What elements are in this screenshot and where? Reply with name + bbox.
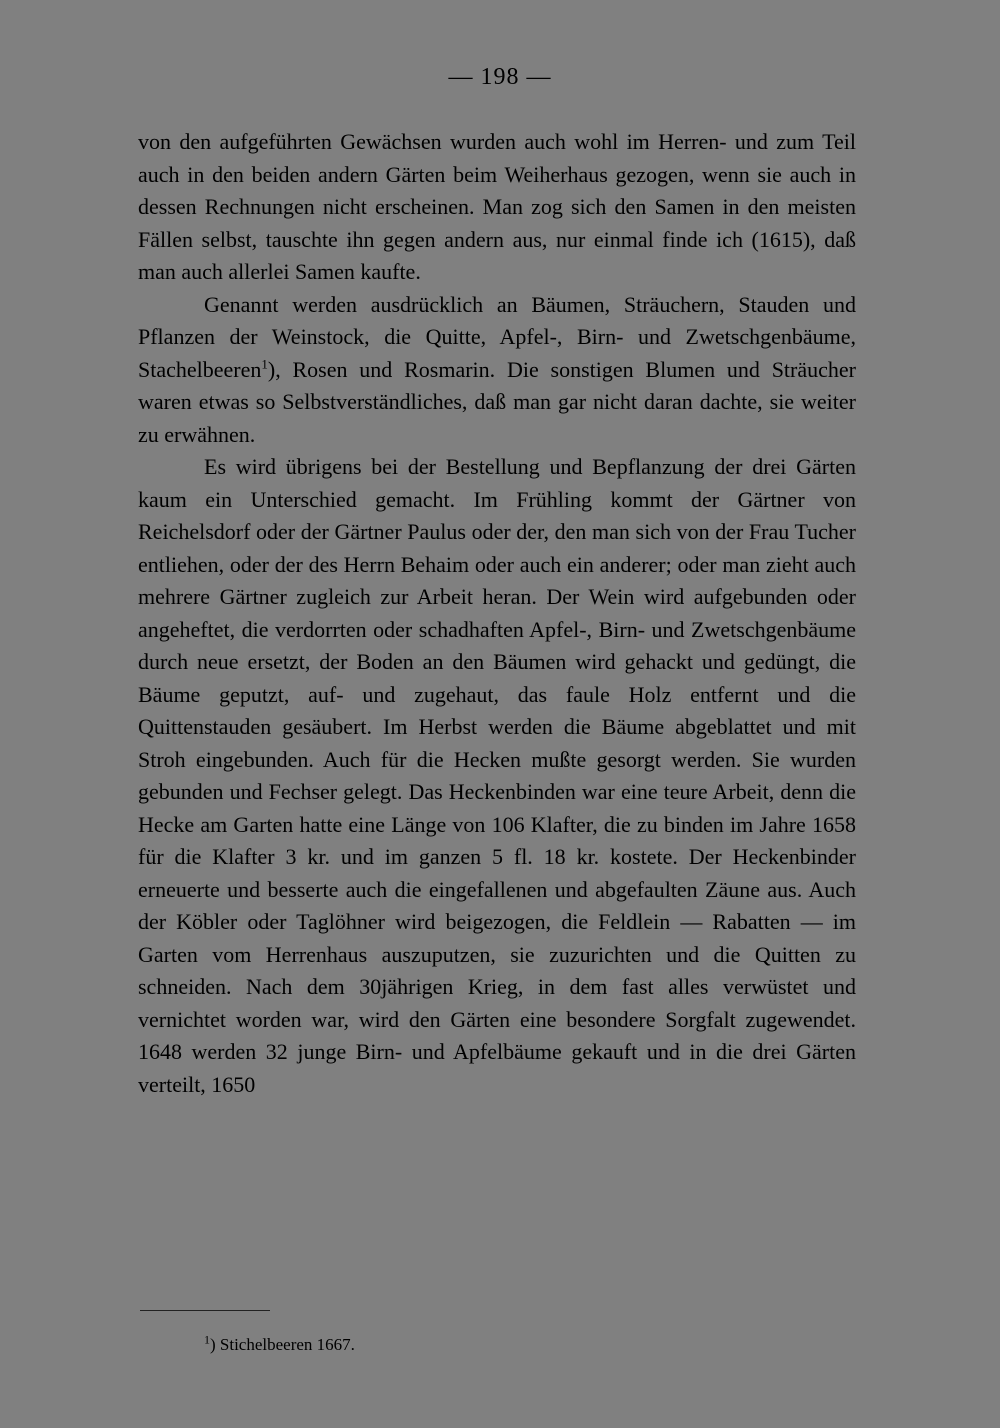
- paragraph-1: von den aufgeführten Gewächsen wurden auch wohl im Herren- und zum Teil auch in den beiden andern Gärten beim Weiherhaus gezogen, wenn sie auch in dessen Rechnungen nicht erscheinen. Man zog sich den Samen in den meisten Fällen selbst, tauschte ihn gegen andern aus, nur einmal finde ich (1615), daß man auch allerlei Samen kaufte.: [138, 129, 856, 284]
- footnote-divider: [140, 1310, 270, 1311]
- page-number: — 198 —: [448, 64, 552, 90]
- footnote-text: ) Stichelbeeren 1667.: [210, 1335, 355, 1354]
- paragraph-2-text-after: ), Rosen und Rosmarin. Die sonstigen Blumen und Sträucher waren etwas so Selbstverständliches, daß man gar nicht daran dachte, sie weiter zu erwähnen.: [138, 356, 856, 447]
- paragraph-3: Es wird übrigens bei der Bestellung und Bepflanzung der drei Gärten kaum ein Unterschied gemacht. Im Frühling kommt der Gärtner von Reichelsdorf oder der Gärtner Paulus oder der, den man sich von der Frau Tucher entliehen, oder der des Herrn Behaim oder auch ein anderer; oder man zieht auch mehrere Gärtner zugleich zur Arbeit heran. Der Wein wird aufgebunden oder angeheftet, die verdorrten oder schadhaften Apfel-, Birn- und Zwetschgenbäume durch neue ersetzt, der Boden an den Bäumen wird gehackt und gedüngt, die Bäume geputzt, auf- und zugehaut, das faule Holz entfernt und die Quittenstauden gesäubert. Im Herbst werden die Bäume abgeblattet und mit Stroh eingebunden. Auch für die Hecken mußte gesorgt werden. Sie wurden gebunden und Fechser gelegt. Das Heckenbinden war eine teure Arbeit, denn die Hecke am Garten hatte eine Länge von 106 Klafter, die zu binden im Jahre 1658 für die Klafter 3 kr. und im ganzen 5 fl. 18 kr. kostete. Der Heckenbinder erneuerte und besserte auch die eingefallenen und abgefaulten Zäune aus. Auch der Köbler oder Taglöhner wird beigezogen, die Feldlein — Rabatten — im Garten vom Herrenhaus auszuputzen, sie zuzurichten und die Quitten zu schneiden. Nach dem 30jährigen Krieg, in dem fast alles verwüstet und vernichtet worden war, wird den Gärten eine besondere Sorgfalt zugewendet. 1648 werden 32 junge Birn- und Apfelbäume gekauft und in die drei Gärten verteilt, 1650: [138, 454, 856, 1097]
- footnote-reference: 1: [261, 356, 268, 372]
- footnote: [204, 1333, 355, 1357]
- body-text: [138, 126, 856, 1101]
- paragraph-2: [138, 289, 856, 452]
- footnote-mark: 1: [204, 1332, 210, 1347]
- paragraph-2-text-before: Genannt werden ausdrücklich an Bäumen, Sträuchern, Stauden und Pflanzen der Weinstock, die Quitte, Apfel-, Birn- und Zwetschgenbäume, Stachelbeeren: [138, 291, 856, 382]
